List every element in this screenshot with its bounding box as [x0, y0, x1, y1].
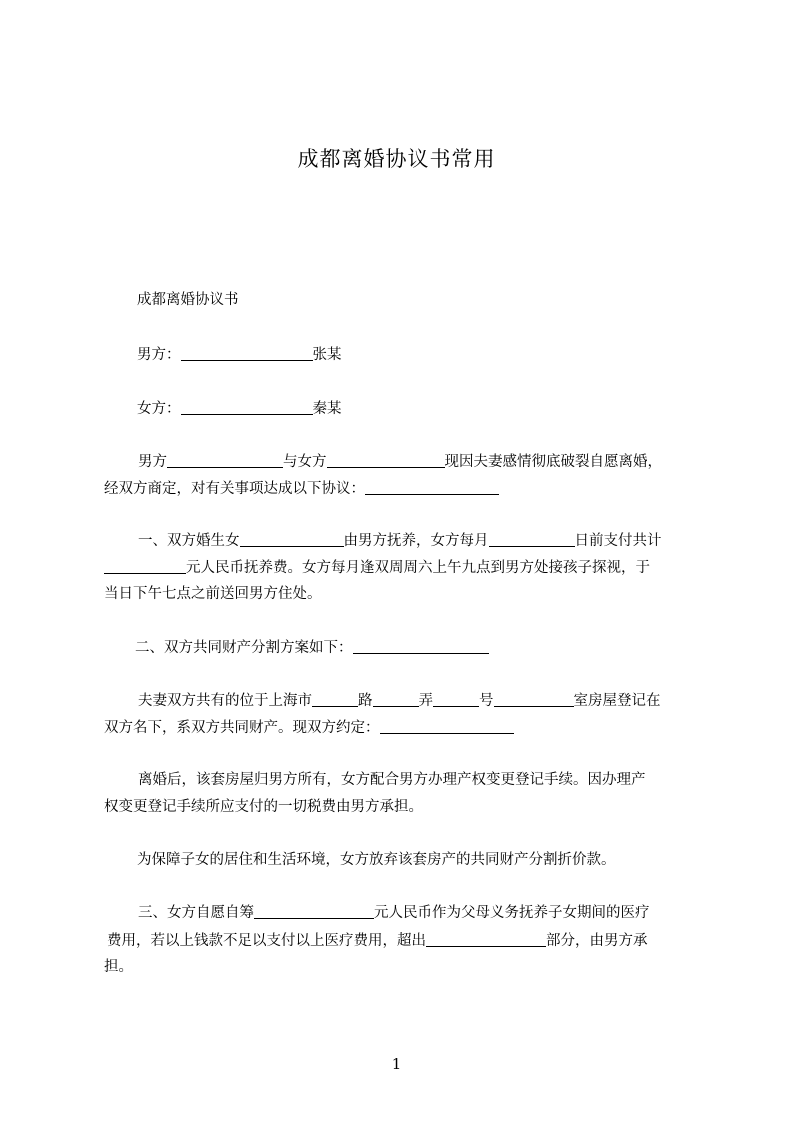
agreement-subtitle: 成都离婚协议书: [137, 292, 239, 308]
section-3-line-2: [107, 929, 707, 954]
section-3-line-1: [138, 901, 738, 926]
document-title: 成都离婚协议书常用: [297, 147, 496, 171]
section-3-line-3: 担。: [104, 959, 133, 975]
support-amount-blank: [104, 558, 186, 574]
medical-amount-blank: [254, 903, 374, 919]
agreement-terms-blank: [380, 718, 514, 734]
intro-line-2: [104, 477, 704, 502]
house-line-2: [104, 716, 704, 741]
lane-blank: [373, 691, 419, 707]
intro-text: 与女方: [283, 454, 327, 470]
section-3-text: 三、女方自愿自筹: [138, 905, 254, 921]
house-text: 路: [358, 693, 373, 709]
road-blank: [312, 691, 358, 707]
intro-line-1: [138, 450, 738, 475]
wife-name: 秦某: [312, 401, 342, 417]
house-text: 双方名下，系双方共同财产。现双方约定：: [104, 720, 380, 736]
house-text: 室房屋登记在: [573, 693, 661, 709]
wife-name-blank: [327, 452, 445, 468]
wife-line: [137, 397, 737, 422]
wife-blank: [181, 399, 313, 415]
section-1-text: 元人民币抚养费。女方每月逢双周周六上午九点到男方处接孩子探视，于: [186, 560, 650, 576]
house-text: 弄: [418, 693, 433, 709]
excess-amount-blank: [426, 931, 546, 947]
house-text: 夫妻双方共有的位于上海市: [138, 693, 312, 709]
section-2-line-1: [135, 636, 735, 661]
section-1-text: 由男方抚养，女方每月: [343, 533, 489, 549]
husband-name-blank: [167, 452, 283, 468]
house-text: 号: [479, 693, 494, 709]
section-3-text: 元人民币作为父母义务抚养子女期间的医疗: [374, 905, 650, 921]
house-line-1: [138, 689, 738, 714]
section-1-line-3: 当日下午七点之前送回男方住处。: [104, 586, 322, 602]
section-1-text: 一、双方婚生女: [138, 533, 240, 549]
section-1-text: 日前支付共计: [574, 533, 662, 549]
section-3-text: 部分，由男方承: [546, 933, 648, 949]
intro-text: 经双方商定，对有关事项达成以下协议：: [104, 481, 365, 497]
property-plan-blank: [353, 638, 489, 654]
number-blank: [433, 691, 479, 707]
husband-line: [137, 343, 737, 368]
room-blank: [494, 691, 574, 707]
intro-text: 男方: [138, 454, 167, 470]
husband-name: 张某: [312, 347, 342, 363]
intro-text: 现因夫妻感情彻底破裂自愿离婚，: [444, 454, 662, 470]
page-number: 1: [391, 1055, 402, 1073]
agreement-blank: [365, 479, 499, 495]
after-divorce-line-2: 权变更登记手续所应支付的一切税费由男方承担。: [104, 799, 423, 815]
husband-blank: [181, 345, 313, 361]
wife-label: 女方：: [137, 401, 181, 417]
section-1-line-1: [138, 529, 738, 554]
section-1-line-2: [104, 556, 704, 581]
section-3-text: 费用，若以上钱款不足以支付以上医疗费用，超出: [107, 933, 426, 949]
payment-day-blank: [489, 531, 575, 547]
husband-label: 男方：: [137, 347, 181, 363]
daughter-name-blank: [240, 531, 344, 547]
after-divorce-line-1: 离婚后，该套房屋归男方所有，女方配合男方办理产权变更登记手续。因办理产: [138, 772, 646, 788]
waive-line: 为保障子女的居住和生活环境，女方放弃该套房产的共同财产分割折价款。: [137, 852, 616, 868]
section-2-text: 二、双方共同财产分割方案如下：: [135, 640, 353, 656]
